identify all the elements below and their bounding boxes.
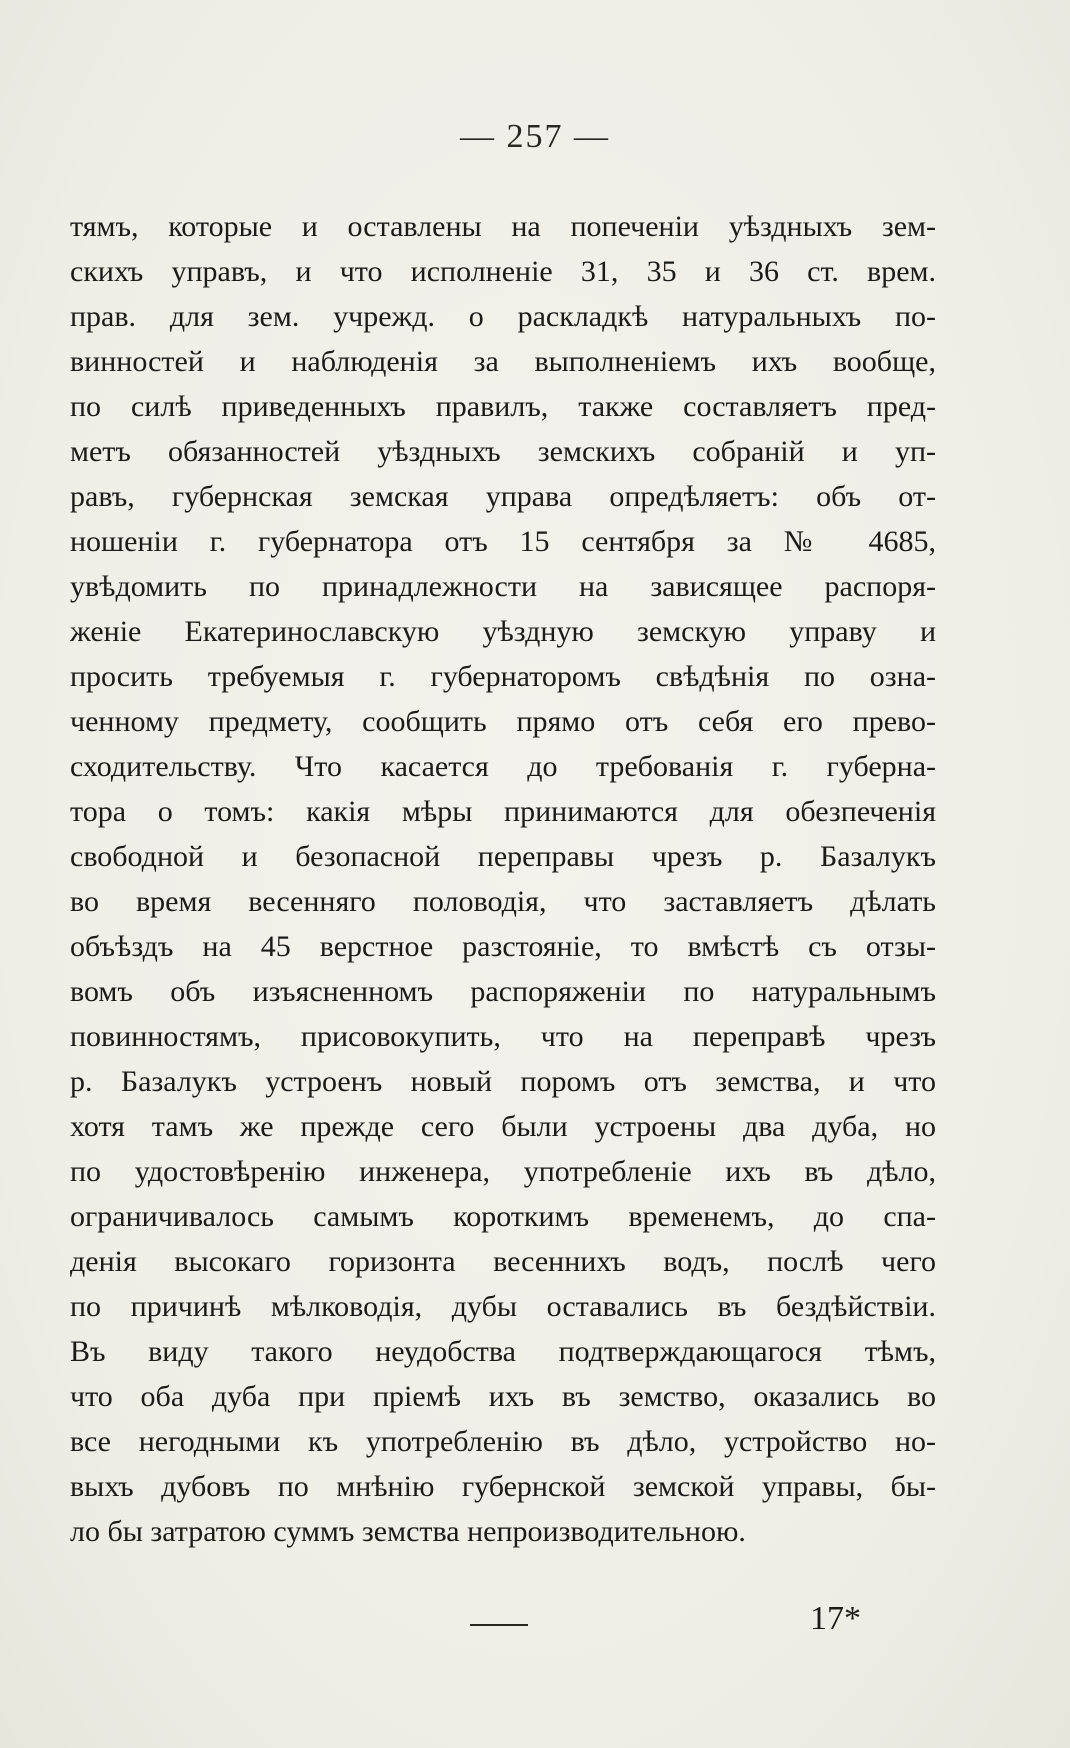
text-line: выхъ дубовъ по мнѣнію губернской земской управы, бы-	[70, 1470, 936, 1503]
text-line: женіе Екатеринославскую уѣздную земскую управу и	[70, 615, 936, 648]
text-line: что оба дуба при пріемѣ ихъ въ земство, оказались во	[70, 1380, 936, 1413]
text-line: денія высокаго горизонта весеннихъ водъ, послѣ чего	[70, 1245, 936, 1278]
text-line: прав. для зем. учрежд. о раскладкѣ натуральныхъ по-	[70, 300, 936, 333]
text-line: объѣздъ на 45 верстное разстояніе, то вмѣстѣ съ отзы-	[70, 930, 936, 963]
footer-rule	[470, 1624, 528, 1626]
text-line: ченному предмету, сообщить прямо отъ себя его прево-	[70, 705, 936, 738]
text-line: ограничивалось самымъ короткимъ временемъ, до спа-	[70, 1200, 936, 1233]
text-line: сходительству. Что касается до требованія г. губерна-	[70, 750, 936, 783]
text-line: р. Базалукъ устроенъ новый поромъ отъ земства, и что	[70, 1065, 936, 1098]
text-line: равъ, губернская земская управа опредѣляетъ: объ от-	[70, 480, 936, 513]
text-line: метъ обязанностей уѣздныхъ земскихъ собраній и уп-	[70, 435, 936, 468]
text-line: по причинѣ мѣлководія, дубы оставались въ бездѣйствіи.	[70, 1290, 936, 1323]
text-line: ло бы затратою суммъ земства непроизводительною.	[70, 1515, 746, 1548]
text-line: просить требуемыя г. губернаторомъ свѣдѣнія по озна-	[70, 660, 936, 693]
text-line: винностей и наблюденія за выполненіемъ ихъ вообще,	[70, 345, 936, 378]
body-text	[70, 204, 936, 1554]
signature-mark: 17*	[810, 1600, 861, 1637]
text-line: хотя тамъ же прежде сего были устроены два дуба, но	[70, 1110, 936, 1143]
bleed-through-shadow	[62, 1560, 942, 1600]
text-line: тора о томъ: какія мѣры принимаются для обезпеченія	[70, 795, 936, 828]
text-line: все негодными къ употребленію въ дѣло, устройство но-	[70, 1425, 936, 1458]
text-line: по удостовѣренію инженера, употребленіе ихъ въ дѣло,	[70, 1155, 936, 1188]
text-line: ношеніи г. губернатора отъ 15 сентября за № 4685,	[70, 525, 936, 558]
text-line: вомъ объ изъясненномъ распоряженіи по натуральнымъ	[70, 975, 936, 1008]
text-line: скихъ управъ, и что исполненіе 31, 35 и 36 ст. врем.	[70, 255, 936, 288]
text-line: во время весенняго половодія, что заставляетъ дѣлать	[70, 885, 936, 918]
text-line: по силѣ приведенныхъ правилъ, также составляетъ пред-	[70, 390, 936, 423]
text-line: Въ виду такого неудобства подтверждающагося тѣмъ,	[70, 1335, 936, 1368]
text-line: увѣдомить по принадлежности на зависящее распоря-	[70, 570, 936, 603]
text-line: повинностямъ, присовокупить, что на переправѣ чрезъ	[70, 1020, 936, 1053]
page-number-header: — 257 —	[460, 118, 610, 155]
text-line: свободной и безопасной переправы чрезъ р. Базалукъ	[70, 840, 936, 873]
text-line: тямъ, которые и оставлены на попеченіи уѣздныхъ зем-	[70, 210, 936, 243]
